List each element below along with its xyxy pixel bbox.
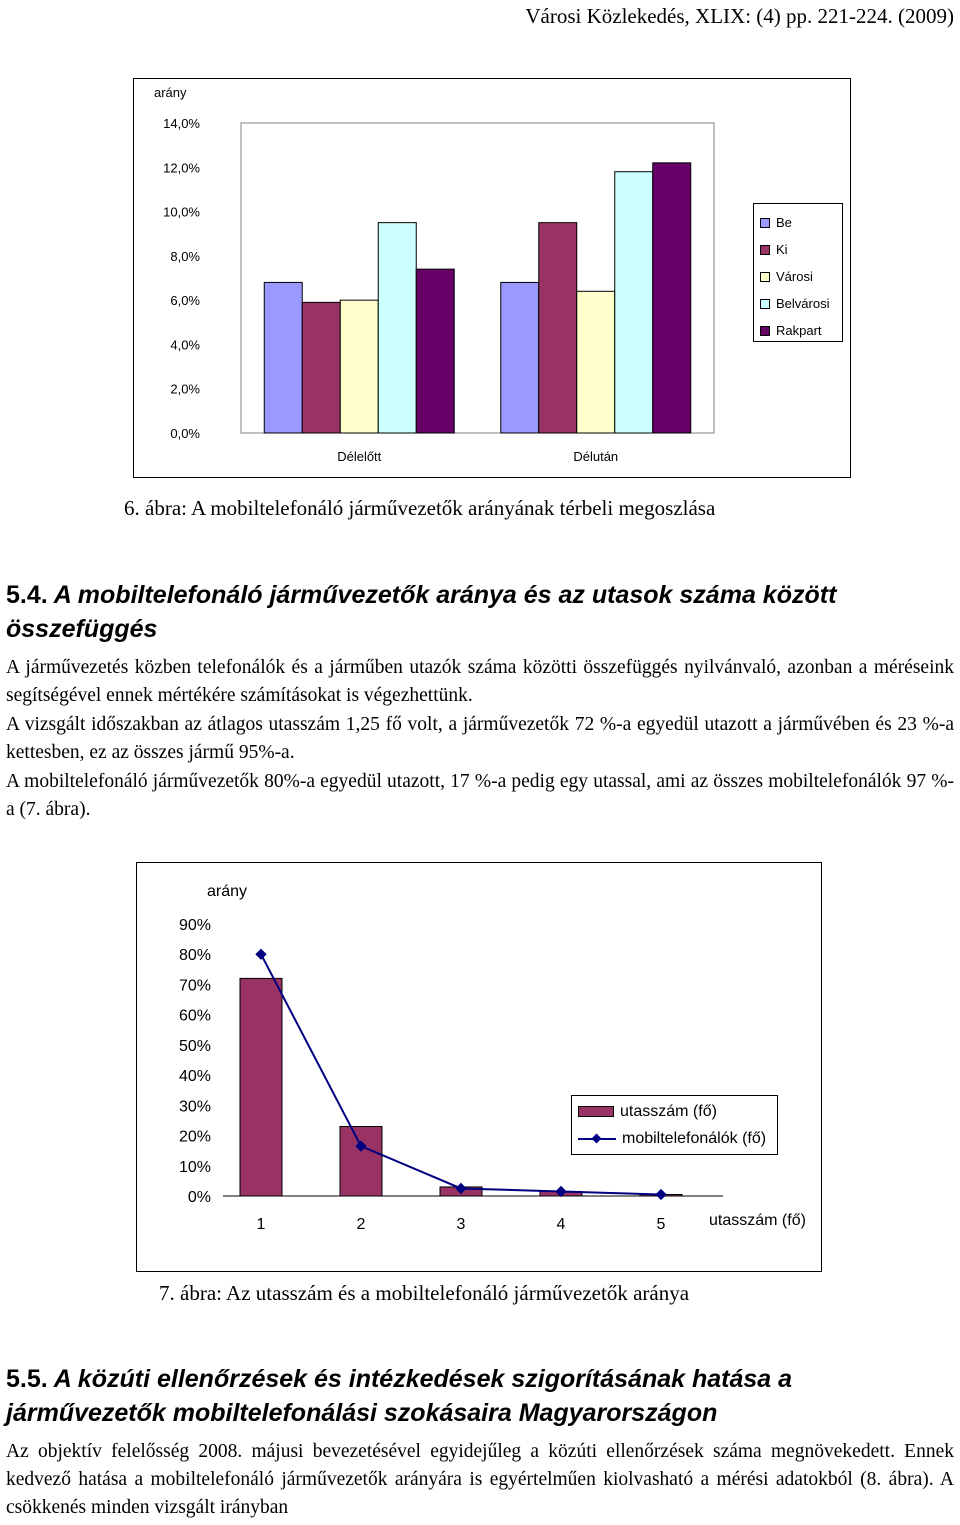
section-5-4-title: A mobiltelefonáló járművezetők aránya és az utasok száma között összefüggés xyxy=(6,581,837,643)
bar-utasszam-2 xyxy=(340,1126,382,1196)
x-tick-label: 2 xyxy=(356,1216,366,1233)
y-axis-title: arány xyxy=(207,883,248,900)
legend-color-swatch xyxy=(760,299,770,309)
figure-7-caption: 7. ábra: Az utasszám és a mobiltelefonáló járművezetők aránya xyxy=(159,1281,690,1305)
bar-ki-delutan xyxy=(539,223,577,433)
y-tick-label: 8,0% xyxy=(170,248,200,264)
y-tick-label: 70% xyxy=(178,977,211,995)
y-tick-label: 30% xyxy=(178,1098,211,1116)
legend-label: Belvárosi xyxy=(776,296,830,311)
running-head: Városi Közlekedés, XLIX: (4) pp. 221-224. (2009) xyxy=(525,4,954,28)
x-tick-label: 1 xyxy=(256,1216,266,1233)
legend-label: utasszám (fő) xyxy=(620,1102,717,1120)
y-tick-label: 6,0% xyxy=(170,293,200,309)
legend-color-swatch xyxy=(760,272,770,282)
legend-label: Ki xyxy=(776,242,788,257)
bar-ki-delelott xyxy=(302,302,340,433)
y-tick-label: 90% xyxy=(178,917,211,934)
legend-item-varosi xyxy=(754,263,842,290)
legend-item-be xyxy=(754,209,842,236)
legend-color-swatch xyxy=(578,1106,614,1117)
legend-item-ki xyxy=(754,236,842,263)
line-mobiltelefonalok xyxy=(261,954,661,1194)
y-tick-label: 4,0% xyxy=(170,337,200,353)
section-5-4-paragraph-2: A vizsgált időszakban az átlagos utasszám 1,25 fő volt, a járművezetők 72 %-a egyedül utazott a járművében és 23 %-a kettesben, ez az összes jármű 95%-a. xyxy=(6,714,954,763)
bar-belvarosi-delelott xyxy=(378,223,416,433)
section-5-5-title: A közúti ellenőrzések és intézkedések szigorításának hatása a járművezetők mobiltelefonálási szokásaira Magyarországon xyxy=(6,1365,793,1427)
x-tick-label: 5 xyxy=(656,1216,666,1233)
legend-label: Be xyxy=(776,215,792,230)
y-axis-title: arány xyxy=(154,85,187,100)
y-tick-label: 0% xyxy=(187,1189,211,1206)
legend-label: Városi xyxy=(776,269,813,284)
figure-6-plot xyxy=(134,79,850,477)
section-5-4-number: 5.4. xyxy=(6,581,48,609)
bar-varosi-delutan xyxy=(577,291,615,433)
bar-rakpart-delutan xyxy=(653,163,691,433)
x-tick-label: Délután xyxy=(573,449,619,464)
figure-6-chart xyxy=(133,78,851,478)
bar-belvarosi-delutan xyxy=(615,172,653,433)
section-5-4-paragraph-1: A járművezetés közben telefonálók és a járműben utazók száma közötti összefüggés nyilvánvaló, azonban a méréseink segítségével ennek mértékére számításokat is végezhettünk. xyxy=(6,657,954,706)
point-mobiltelefonalok-1 xyxy=(255,949,266,960)
legend-color-swatch xyxy=(760,326,770,336)
section-5-5-paragraph-1: Az objektív felelősség 2008. májusi bevezetésével egyidejűleg a közúti ellenőrzések száma megnövekedett. Ennek kedvező hatása a mobiltelefonáló járművezetők arányára is egyértelműen kiolvasható a mérési adatokból (8. ábra). A csökkenés minden vizsgált irányban xyxy=(6,1441,954,1518)
y-tick-label: 2,0% xyxy=(170,381,200,397)
y-tick-label: 12,0% xyxy=(163,160,200,176)
legend-item-mobiltelefonalok-fo xyxy=(572,1125,777,1152)
x-tick-label: Délelőtt xyxy=(337,449,382,464)
y-tick-label: 60% xyxy=(178,1007,211,1025)
x-tick-label: 4 xyxy=(556,1216,566,1233)
figure-7-chart xyxy=(136,862,822,1272)
bar-rakpart-delelott xyxy=(416,269,454,433)
y-tick-label: 40% xyxy=(178,1068,211,1086)
section-5-4-paragraph-3: A mobiltelefonáló járművezetők 80%-a egyedül utazott, 17 %-a pedig egy utassal, ami az összes mobiltelefonálók 97 %-a (7. ábra). xyxy=(6,771,954,820)
bar-varosi-delelott xyxy=(340,300,378,433)
section-5-5-number: 5.5. xyxy=(6,1365,48,1393)
x-axis-title: utasszám (fő) xyxy=(709,1212,806,1229)
y-tick-label: 10% xyxy=(178,1158,211,1176)
figure-7-legend xyxy=(571,1095,778,1155)
legend-label: Rakpart xyxy=(776,323,822,338)
legend-line-swatch xyxy=(578,1134,616,1144)
figure-6-caption: 6. ábra: A mobiltelefonáló járművezetők arányának térbeli megoszlása xyxy=(124,496,716,520)
section-5-4-heading xyxy=(6,578,946,646)
y-tick-label: 10,0% xyxy=(163,204,200,220)
legend-color-swatch xyxy=(760,218,770,228)
section-5-5-heading xyxy=(6,1362,946,1430)
figure-7-plot xyxy=(137,863,821,1271)
legend-item-belvarosi xyxy=(754,290,842,317)
legend-item-utasszam-fo xyxy=(572,1098,777,1125)
y-tick-label: 14,0% xyxy=(163,116,200,131)
figure-6-legend xyxy=(753,203,843,342)
legend-label: mobiltelefonálók (fő) xyxy=(622,1129,767,1147)
bar-utasszam-1 xyxy=(240,978,282,1196)
point-mobiltelefonalok-5 xyxy=(655,1189,666,1200)
y-tick-label: 0,0% xyxy=(170,426,200,441)
legend-color-swatch xyxy=(760,245,770,255)
bar-be-delelott xyxy=(264,282,302,433)
bar-be-delutan xyxy=(501,282,539,433)
y-tick-label: 80% xyxy=(178,947,211,965)
legend-item-rakpart xyxy=(754,317,842,344)
x-tick-label: 3 xyxy=(456,1216,466,1233)
y-tick-label: 20% xyxy=(178,1128,211,1146)
y-tick-label: 50% xyxy=(178,1037,211,1055)
